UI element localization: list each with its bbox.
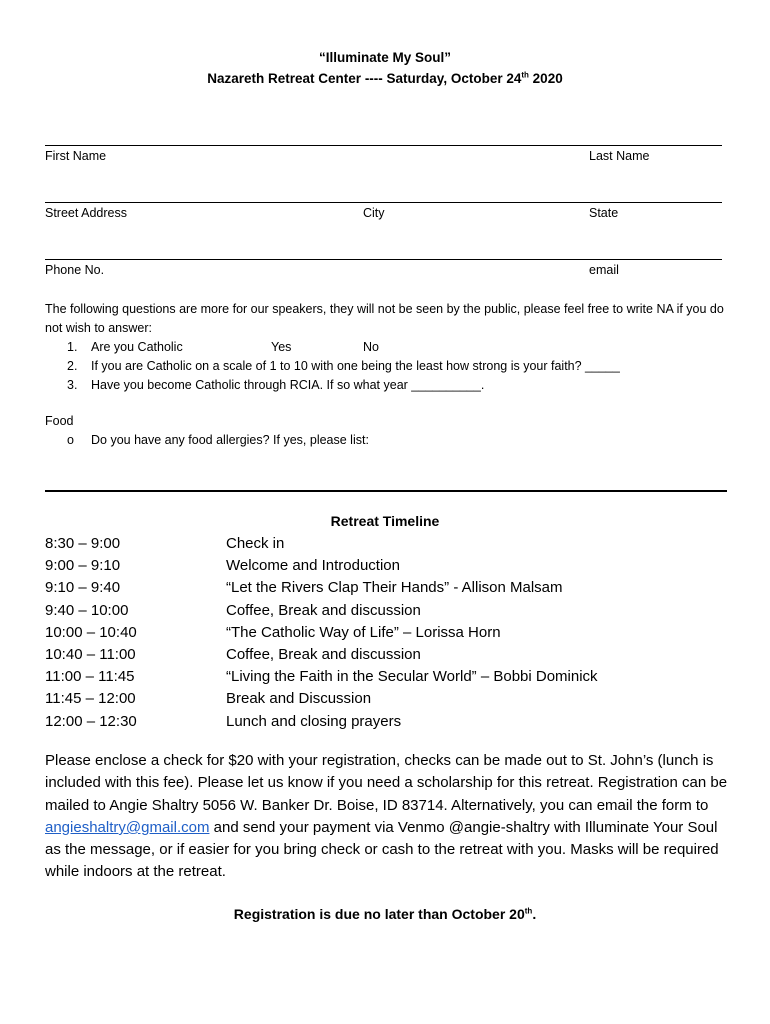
timeline-event: Coffee, Break and discussion: [226, 645, 421, 663]
first-name-label: First Name: [45, 149, 107, 163]
timeline-event: Break and Discussion: [226, 690, 372, 708]
timeline-event: “Living the Faith in the Secular World” – Bobbi Dominick: [226, 668, 598, 686]
last-name-label: Last Name: [589, 149, 650, 163]
document-title: “Illuminate My Soul”: [318, 50, 451, 65]
city-label: City: [363, 206, 385, 220]
question-number: 3.: [67, 378, 78, 392]
registration-instructions: [45, 750, 735, 884]
timeline-event: “Let the Rivers Clap Their Hands” - Allison Malsam: [226, 579, 563, 597]
timeline-event: “The Catholic Way of Life” – Lorissa Horn: [226, 623, 501, 641]
name-line[interactable]: [45, 145, 722, 146]
questions-intro: The following questions are more for our speakers, they will not be seen by the public, please feel free to write NA if you do not wish to answer:: [45, 302, 724, 335]
question-text: Are you Catholic: [91, 340, 183, 354]
due-sup: th: [524, 906, 533, 916]
bullet-icon: o: [67, 433, 74, 447]
no-option[interactable]: No: [363, 340, 379, 354]
timeline-event: Lunch and closing prayers: [226, 712, 402, 730]
timeline-time: 11:45 – 12:00: [45, 690, 136, 708]
subtitle-sup: th: [521, 70, 529, 80]
timeline-event: Coffee, Break and discussion: [226, 601, 421, 619]
phone-label: Phone No.: [45, 263, 105, 277]
document-subtitle: [0, 71, 770, 86]
state-label: State: [589, 206, 619, 220]
yes-option[interactable]: Yes: [271, 340, 292, 354]
section-divider: [45, 490, 727, 492]
contact-line[interactable]: [45, 259, 722, 260]
timeline-time: 10:40 – 11:00: [45, 645, 136, 663]
timeline-time: 9:00 – 9:10: [45, 557, 121, 575]
question-number: 1.: [67, 340, 78, 354]
question-text: If you are Catholic on a scale of 1 to 10 with one being the least how strong is your faith? _____: [91, 359, 620, 373]
subtitle-end: 2020: [528, 71, 563, 86]
timeline-time: 8:30 – 9:00: [45, 535, 121, 552]
timeline-time: 9:10 – 9:40: [45, 579, 121, 597]
address-line[interactable]: [45, 202, 722, 203]
due-text: Registration is due no later than October 20: [233, 906, 525, 922]
question-text: Have you become Catholic through RCIA. If so what year __________.: [91, 378, 485, 392]
timeline-event: Check in: [226, 535, 285, 552]
timeline-heading: Retreat Timeline: [330, 513, 440, 529]
timeline-time: 12:00 – 12:30: [45, 712, 137, 730]
instructions-text-before: Please enclose a check for $20 with your registration, checks can be made out to St. John’s (lunch is included with this fee). Please let us know if you need a scholarship for this retreat. Registration can be mailed to Angie Shaltry 5056 W. Banker Dr. Boise, ID 83714. Alternatively, you can email the form to: [45, 752, 728, 814]
timeline-time: 10:00 – 10:40: [45, 623, 137, 641]
timeline-time: 11:00 – 11:45: [45, 668, 135, 686]
street-address-label: Street Address: [45, 206, 127, 220]
timeline-event: Welcome and Introduction: [226, 557, 400, 575]
email-label: email: [589, 263, 619, 277]
timeline-time: 9:40 – 10:00: [45, 601, 129, 619]
email-link[interactable]: angieshaltry@gmail.com: [45, 818, 210, 836]
food-label: Food: [45, 414, 74, 428]
registration-due: [0, 906, 770, 922]
question-number: 2.: [67, 359, 78, 373]
instructions-text-after: and send your payment via Venmo @angie-shaltry with Illuminate Your Soul as the message, or if easier for you bring check or cash to the retreat with you. Masks will be required while indoors at the retreat.: [45, 818, 719, 881]
subtitle-main: Nazareth Retreat Center ---- Saturday, October 24: [207, 71, 522, 86]
food-allergy-question: Do you have any food allergies? If yes, please list:: [91, 433, 369, 447]
due-end: .: [532, 906, 537, 922]
